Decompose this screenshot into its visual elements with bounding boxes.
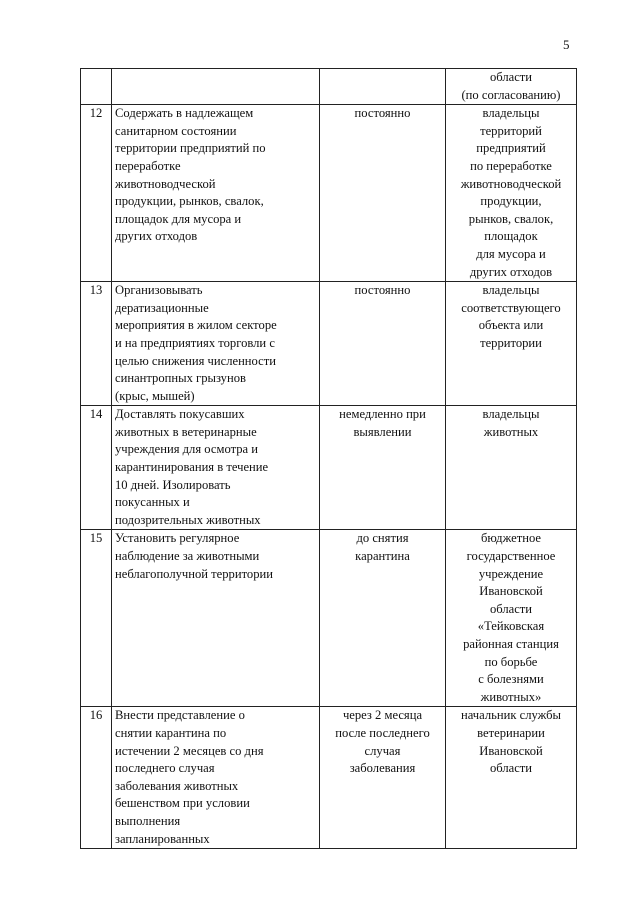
row-number-cell (81, 69, 112, 105)
responsible-cell: начальник службы ветеринарии Ивановской области (446, 707, 577, 849)
row-number-cell: 15 (81, 530, 112, 707)
row-number-cell: 16 (81, 707, 112, 849)
table-row (81, 69, 577, 105)
responsible-cell: бюджетное государственное учреждение Ивановской области «Тейковская районная станция по борьбе с болезнями животных» (446, 530, 577, 707)
deadline-cell: постоянно (320, 105, 446, 282)
measures-table (80, 68, 577, 849)
page-number: 5 (563, 37, 570, 52)
task-cell (112, 69, 320, 105)
table-row (81, 707, 577, 849)
row-number-cell: 13 (81, 282, 112, 406)
deadline-cell: немедленно при выявлении (320, 406, 446, 530)
deadline-cell: постоянно (320, 282, 446, 406)
table-row (81, 105, 577, 282)
task-cell: Внести представление о снятии карантина по истечении 2 месяцев со дня последнего случая заболевания животных бешенством при условии выполнения запланированных (112, 707, 320, 849)
task-cell: Организовывать дератизационные мероприятия в жилом секторе и на предприятиях торговли с целью снижения численности синантропных грызунов (крыс, мышей) (112, 282, 320, 406)
responsible-cell: области (по согласованию) (446, 69, 577, 105)
deadline-cell (320, 69, 446, 105)
deadline-cell: через 2 месяца после последнего случая заболевания (320, 707, 446, 849)
row-number-cell: 12 (81, 105, 112, 282)
responsible-cell: владельцы соответствующего объекта или территории (446, 282, 577, 406)
responsible-cell: владельцы животных (446, 406, 577, 530)
responsible-cell: владельцы территорий предприятий по переработке животноводческой продукции, рынков, свалок, площадок для мусора и других отходов (446, 105, 577, 282)
table-row (81, 530, 577, 707)
table-row (81, 406, 577, 530)
task-cell: Доставлять покусавших животных в ветеринарные учреждения для осмотра и карантинирования в течение 10 дней. Изолировать покусанных и подозрительных животных (112, 406, 320, 530)
task-cell: Установить регулярное наблюдение за животными неблагополучной территории (112, 530, 320, 707)
table-row (81, 282, 577, 406)
task-cell: Содержать в надлежащем санитарном состоянии территории предприятий по переработке животноводческой продукции, рынков, свалок, площадок для мусора и других отходов (112, 105, 320, 282)
row-number-cell: 14 (81, 406, 112, 530)
deadline-cell: до снятия карантина (320, 530, 446, 707)
